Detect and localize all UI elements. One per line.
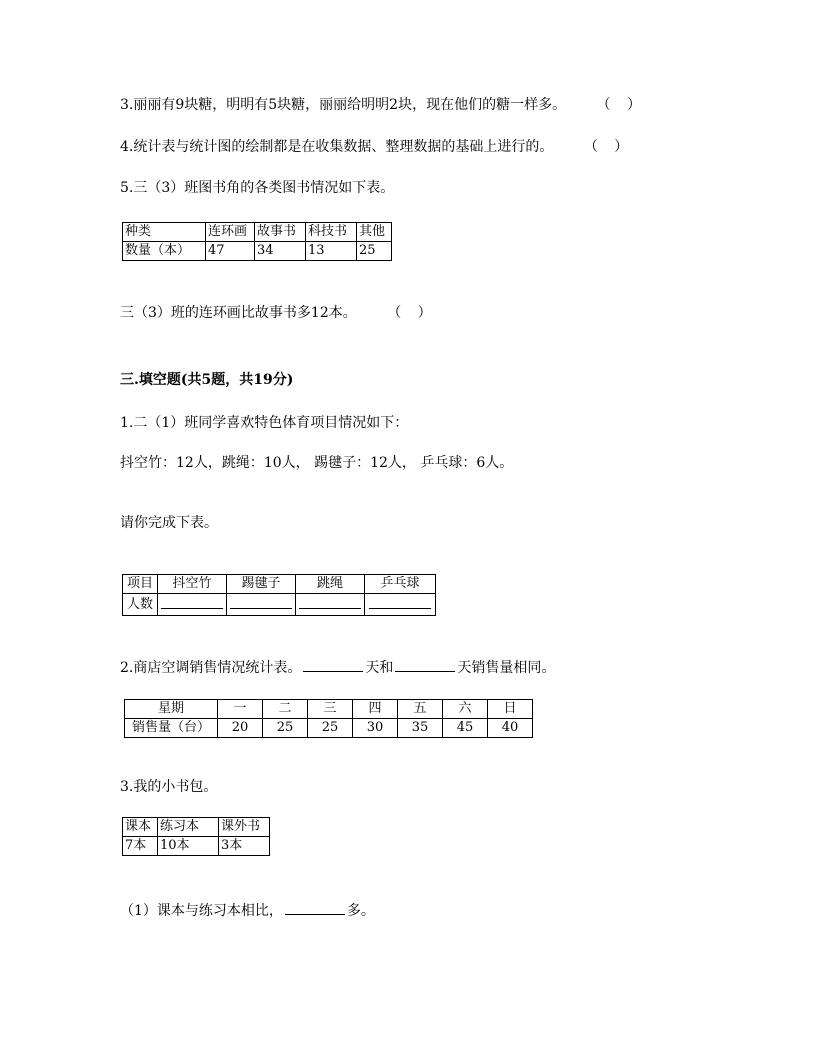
table-cell: 故事书	[255, 223, 306, 242]
table-cell: 销售量（台）	[125, 719, 218, 738]
question-text: 天销售量相同。	[457, 660, 556, 676]
table-cell: 20	[218, 719, 263, 738]
answer-blank[interactable]	[369, 594, 431, 609]
question-text: 5.三（3）班图书角的各类图书情况如下表。	[120, 180, 395, 196]
table-cell: 二	[263, 700, 308, 719]
table-cell: 日	[488, 700, 533, 719]
table-cell: 星期	[125, 700, 218, 719]
table-cell: 课外书	[219, 818, 270, 837]
question-text: 2.商店空调销售情况统计表。	[120, 660, 302, 676]
table-cell: 练习本	[158, 818, 219, 837]
table-cell: 其他	[357, 223, 392, 242]
ac-sales-table	[124, 699, 533, 738]
fill-question-3-sub1	[120, 900, 375, 921]
table-cell: 项目	[123, 575, 158, 594]
answer-paren[interactable]: （ ）	[596, 97, 647, 113]
answer-blank[interactable]	[299, 594, 361, 609]
table-cell: 课本	[123, 818, 158, 837]
fill-question-1-prompt: 请你完成下表。	[120, 515, 218, 531]
answer-paren[interactable]: （ ）	[583, 139, 635, 155]
table-cell: 数量（本）	[123, 242, 206, 261]
judge-statement-5	[120, 303, 438, 323]
table-cell: 13	[306, 242, 357, 261]
table-cell: 抖空竹	[158, 575, 227, 594]
table-cell: 科技书	[306, 223, 357, 242]
table-header-row	[125, 700, 533, 719]
table-row	[123, 242, 392, 261]
question-text: （1）课本与练习本相比，	[120, 903, 283, 919]
answer-cell[interactable]	[227, 594, 296, 616]
table-cell: 40	[488, 719, 533, 738]
fill-question-2	[120, 657, 555, 678]
answer-paren[interactable]: （ ）	[387, 305, 438, 321]
table-cell: 踢毽子	[227, 575, 296, 594]
fill-question-1-intro: 1.二（1）班同学喜欢特色体育项目情况如下：	[120, 415, 409, 431]
table-cell: 34	[255, 242, 306, 261]
answer-cell[interactable]	[365, 594, 436, 616]
table-cell: 连环画	[206, 223, 255, 242]
table-header-row	[123, 818, 270, 837]
book-category-table	[122, 222, 392, 261]
table-cell: 三	[308, 700, 353, 719]
table-cell: 种类	[123, 223, 206, 242]
table-cell: 45	[443, 719, 488, 738]
table-cell: 25	[357, 242, 392, 261]
table-row	[123, 594, 436, 616]
answer-cell[interactable]	[158, 594, 227, 616]
sports-table	[122, 574, 436, 616]
table-row	[123, 837, 270, 856]
statement-text: 三（3）班的连环画比故事书多12本。	[120, 305, 357, 321]
table-cell: 跳绳	[296, 575, 365, 594]
table-cell: 一	[218, 700, 263, 719]
table-cell: 10本	[158, 837, 219, 856]
table-cell: 五	[398, 700, 443, 719]
table-header-row	[123, 575, 436, 594]
schoolbag-table	[122, 817, 270, 856]
question-text: 多。	[346, 903, 375, 919]
answer-blank[interactable]	[230, 594, 292, 609]
table-cell: 四	[353, 700, 398, 719]
table-cell: 六	[443, 700, 488, 719]
table-cell: 25	[308, 719, 353, 738]
fill-question-3-title: 3.我的小书包。	[120, 779, 218, 795]
judge-question-3	[120, 95, 647, 115]
judge-question-5	[120, 178, 394, 198]
answer-blank[interactable]	[395, 657, 455, 672]
table-cell: 7本	[123, 837, 158, 856]
section-title: 三.填空题(共5题，共19分)	[120, 372, 294, 388]
answer-blank[interactable]	[303, 657, 363, 672]
question-text: 4.统计表与统计图的绘制都是在收集数据、整理数据的基础上进行的。	[120, 139, 554, 155]
judge-question-4	[120, 137, 634, 157]
question-text: 3.丽丽有9块糖，明明有5块糖，丽丽给明明2块，现在他们的糖一样多。	[120, 97, 567, 113]
table-cell: 人数	[123, 594, 158, 616]
table-cell: 47	[206, 242, 255, 261]
table-row	[125, 719, 533, 738]
answer-blank[interactable]	[285, 900, 345, 915]
table-header-row	[123, 223, 392, 242]
answer-cell[interactable]	[296, 594, 365, 616]
table-cell: 35	[398, 719, 443, 738]
fill-question-1-data: 抖空竹：12人，跳绳：10人， 踢毽子：12人， 乒乓球：6人。	[120, 455, 514, 471]
question-text: 天和	[365, 660, 394, 676]
table-cell: 30	[353, 719, 398, 738]
table-cell: 25	[263, 719, 308, 738]
answer-blank[interactable]	[161, 594, 223, 609]
table-cell: 乒乓球	[365, 575, 436, 594]
table-cell: 3本	[219, 837, 270, 856]
